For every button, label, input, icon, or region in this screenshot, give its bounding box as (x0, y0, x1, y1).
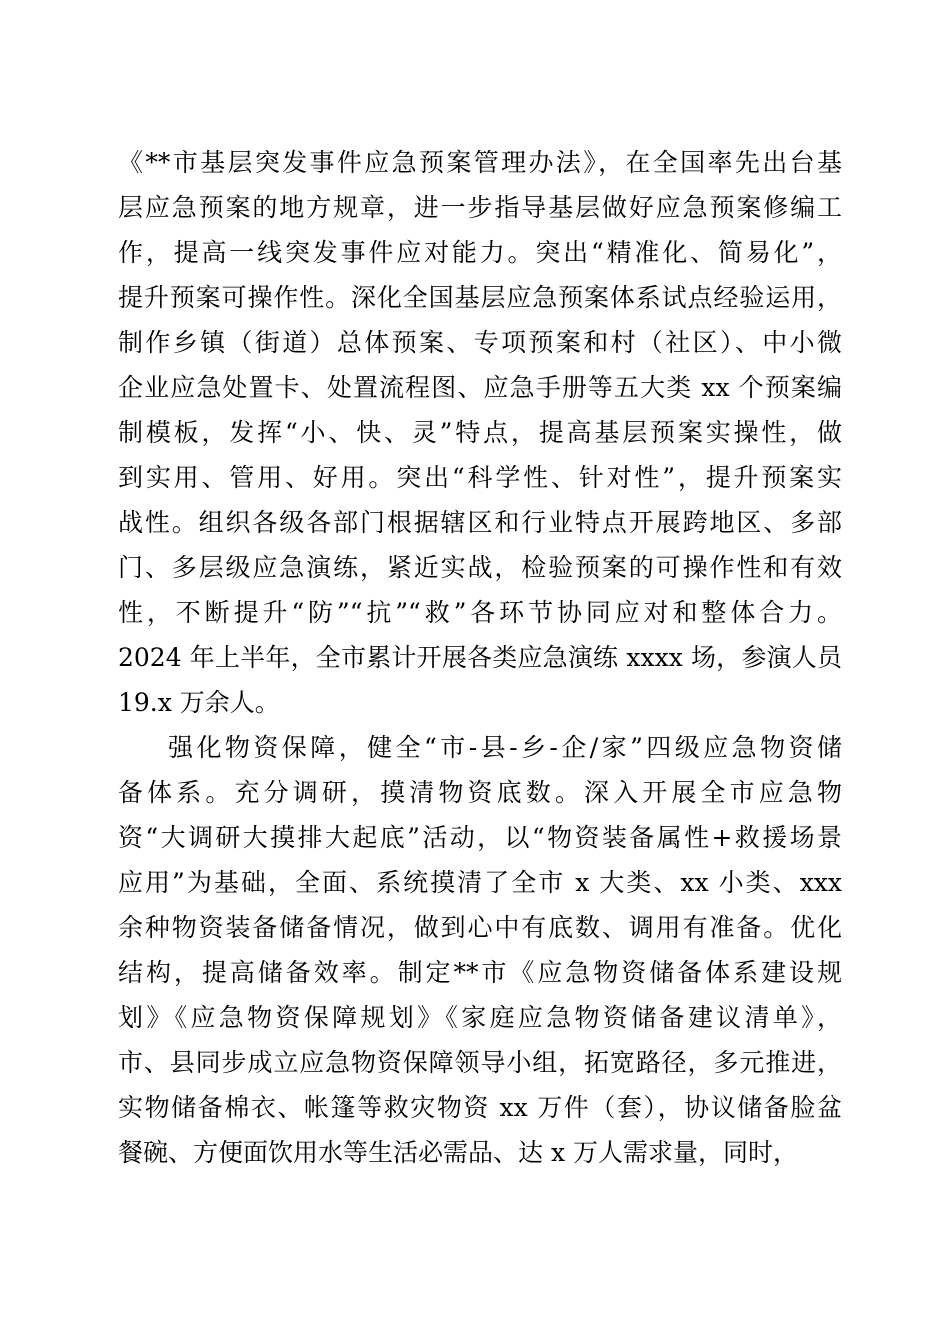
text-line: 提升预案可操作性。深化全国基层应急预案体系试点经验运用， (118, 283, 842, 312)
text-line: 强化物资保障，健全“市-县-乡-企/家”四级应急物资储 (168, 733, 842, 762)
text-line: 层应急预案的地方规章，进一步指导基层做好应急预案修编工 (118, 193, 842, 222)
text-line: 结构，提高储备效率。制定**市《应急物资储备体系建设规 (118, 958, 842, 987)
text-line: 作，提高一线突发事件应对能力。突出“精准化、简易化”， (118, 238, 842, 267)
text-line: 企业应急处置卡、处置流程图、应急手册等五大类 xx 个预案编 (118, 373, 842, 402)
text-line: 门、多层级应急演练，紧近实战，检验预案的可操作性和有效 (118, 553, 842, 582)
text-line: 备体系。充分调研，摸清物资底数。深入开展全市应急物 (118, 778, 842, 807)
text-line: 制模板，发挥“小、快、灵”特点，提高基层预案实操性，做 (118, 418, 842, 447)
text-line: 划》《应急物资保障规划》《家庭应急物资储备建议清单》， (118, 1003, 842, 1032)
text-line: 战性。组织各级各部门根据辖区和行业特点开展跨地区、多部 (118, 508, 842, 537)
text-line: 2024 年上半年，全市累计开展各类应急演练 xxxx 场，参演人员 (118, 643, 842, 672)
document-body (118, 140, 842, 1175)
text-line: 余种物资装备储备情况，做到心中有底数、调用有准备。优化 (118, 913, 842, 942)
text-line: 餐碗、方便面饮用水等生活必需品、达 x 万人需求量，同时， (118, 1138, 798, 1167)
text-line: 市、县同步成立应急物资保障领导小组，拓宽路径，多元推进， (118, 1048, 842, 1077)
text-line: 到实用、管用、好用。突出“科学性、针对性”，提升预案实 (118, 463, 842, 492)
text-line: 19.x 万余人。 (118, 688, 280, 717)
text-line: 实物储备棉衣、帐篷等救灾物资 xx 万件（套），协议储备脸盆 (118, 1093, 842, 1122)
text-line: 应用”为基础，全面、系统摸清了全市 x 大类、xx 小类、xxx (118, 868, 842, 897)
text-line: 性，不断提升“防”“抗”“救”各环节协同应对和整体合力。 (118, 598, 842, 627)
text-line: 《**市基层突发事件应急预案管理办法》，在全国率先出台基 (118, 148, 842, 177)
text-line: 制作乡镇（街道）总体预案、专项预案和村（社区）、中小微 (118, 328, 842, 357)
text-line: 资“大调研大摸排大起底”活动，以“物资装备属性+救援场景 (118, 823, 842, 852)
